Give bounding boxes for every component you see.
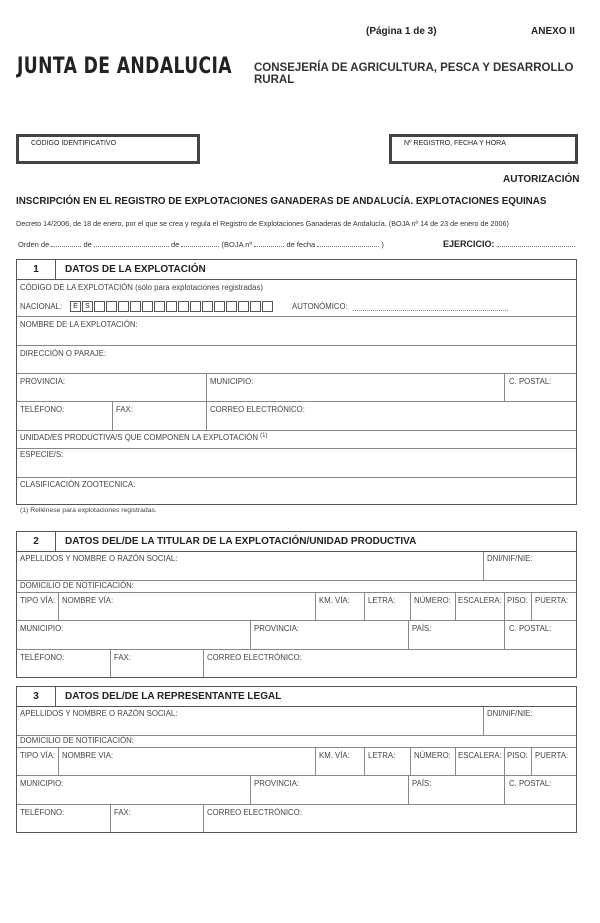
apellidos-row [17,552,576,581]
orden-line [18,238,384,249]
divider [483,707,484,735]
divider [58,592,59,620]
apellidos-label: APELLIDOS Y NOMBRE O RAZÓN SOCIAL: [20,709,178,718]
divider [504,373,505,401]
unidades-label [20,433,268,442]
section-3-header [17,687,576,707]
tipovia-label: TIPO VÍA: [20,596,56,605]
telefono-row [17,401,576,431]
nombrevia-label: NOMBRE VIA: [62,751,114,760]
section-1-number: 1 [17,260,56,279]
code-cell[interactable] [226,301,237,312]
divider [408,620,409,649]
section-3-representante [16,686,577,833]
orden-fecha-field[interactable] [317,238,379,247]
letra-label: LETRA: [368,596,396,605]
correo-label: CORREO ELECTRÓNICO: [210,405,305,414]
dni-label: DNI/NIF/NIE: [487,709,533,718]
divider [410,747,411,775]
form-title: INSCRIPCIÓN EN EL REGISTRO DE EXPLOTACIONES GANADERAS DE ANDALUCÍA. EXPLOTACIONES EQUINAS [16,196,547,207]
via-row [17,747,576,776]
telefono-label: TELÉFONO: [20,653,65,662]
nacional-label: NACIONAL: [20,302,63,311]
piso-label: PISO: [507,751,528,760]
code-cell[interactable] [202,301,213,312]
autonomico-label: AUTONÓMICO: [292,302,348,311]
autonomico-field[interactable] [353,302,508,311]
anexo-label: ANEXO II [531,26,575,37]
divider [455,747,456,775]
divider [504,592,505,620]
domicilio-label: DOMICILIO DE NOTIFICACIÓN: [20,736,134,745]
section-2-header [17,532,576,552]
numero-label: NÚMERO: [414,751,451,760]
section-1-explotacion [16,259,577,505]
provincia-label: PROVINCIA: [254,624,300,633]
code-cell[interactable] [190,301,201,312]
direccion-label: DIRECCIÓN O PARAJE: [20,349,107,358]
especie-label: ESPECIE/S: [20,450,64,459]
codigo-identificativo-box[interactable] [16,134,200,164]
orden-year-field[interactable] [181,238,219,247]
fax-label: FAX: [114,808,131,817]
codigo-row [17,280,576,317]
clasificacion-row[interactable] [17,477,576,505]
autorizacion-label: AUTORIZACIÓN [503,174,580,185]
domicilio-label: DOMICILIO DE NOTIFICACIÓN: [20,581,134,590]
code-cell[interactable] [250,301,261,312]
code-cell[interactable] [154,301,165,312]
code-cell[interactable] [142,301,153,312]
divider [504,775,505,804]
municipio-row [17,620,576,650]
code-cell[interactable] [106,301,117,312]
nombrevia-label: NOMBRE VÍA: [62,596,114,605]
code-cell[interactable]: S [82,301,93,312]
ejercicio-line [443,238,575,249]
divider [58,747,59,775]
tipovia-label: TIPO VÍA: [20,751,56,760]
orden-de-label: Orden de [18,240,50,249]
section-2-title: DATOS DEL/DE LA TITULAR DE LA EXPLOTACIÓN/UNIDAD PRODUCTIVA [65,536,417,547]
divider [504,620,505,649]
divider [250,620,251,649]
municipio-row [17,775,576,805]
code-cell[interactable]: E [70,301,81,312]
telefono-label: TELÉFONO: [20,808,65,817]
divider [110,649,111,677]
ejercicio-label: EJERCICIO: [443,239,495,249]
footnote: (1) Rellénese para explotaciones registradas. [20,507,157,514]
divider [112,401,113,430]
divider [504,747,505,775]
municipio-label: MUNICIPIO: [20,779,64,788]
unidades-row [17,430,576,449]
section-3-number: 3 [17,687,56,706]
divider [315,592,316,620]
numero-label: NÚMERO: [414,596,451,605]
km-label: KM. VÍA: [319,596,350,605]
escalera-label: ESCALERA: [458,751,502,760]
provincia-label: PROVINCIA: [254,779,300,788]
registro-label: Nº REGISTRO, FECHA Y HORA [404,140,506,147]
puerta-label: PUERTA: [535,596,569,605]
orden-month-field[interactable] [94,238,169,247]
code-cell[interactable] [178,301,189,312]
divider [408,775,409,804]
divider [315,747,316,775]
puerta-label: PUERTA: [535,751,569,760]
nombre-explotacion-label: NOMBRE DE LA EXPLOTACIÓN: [20,320,138,329]
divider [410,592,411,620]
divider [203,804,204,832]
page-indicator: (Página 1 de 3) [366,26,437,37]
unidades-footnote-ref: (1) [260,433,268,439]
dni-label: DNI/NIF/NIE: [487,554,533,563]
unidades-text: UNIDAD/ES PRODUCTIVA/S QUE COMPONEN LA EXPLOTACIÓN [20,433,258,442]
especie-row[interactable] [17,448,576,478]
telefono-label: TELÉFONO: [20,405,65,414]
via-row [17,592,576,621]
divider [203,649,204,677]
code-cell[interactable] [130,301,141,312]
code-cell[interactable] [94,301,105,312]
code-cell[interactable] [214,301,225,312]
pais-label: PAÍS: [412,779,432,788]
pais-label: PAÍS: [412,624,432,633]
provincia-row [17,373,576,402]
divider [483,552,484,580]
municipio-label: MUNICIPIO: [210,377,254,386]
cpostal-label: C. POSTAL: [509,377,552,386]
section-3-title: DATOS DEL/DE LA REPRESENTANTE LEGAL [65,691,282,702]
direccion-row[interactable] [17,345,576,374]
divider [206,373,207,401]
telefono-row [17,804,576,832]
telefono-row [17,649,576,677]
divider [364,747,365,775]
clasificacion-label: CLASIFICACIÓN ZOOTECNICA: [20,480,136,489]
letra-label: LETRA: [368,751,396,760]
divider [531,747,532,775]
divider [364,592,365,620]
codigo-identificativo-label: CÓDIGO IDENTIFICATIVO [31,140,117,147]
divider [250,775,251,804]
provincia-label: PROVINCIA: [20,377,66,386]
divider [206,401,207,430]
km-label: KM. VÍA: [319,751,350,760]
apellidos-label: APELLIDOS Y NOMBRE O RAZÓN SOCIAL: [20,554,178,563]
ejercicio-field[interactable] [497,238,575,247]
correo-label: CORREO ELECTRÓNICO: [207,808,302,817]
apellidos-row [17,707,576,736]
divider [531,592,532,620]
section-2-number: 2 [17,532,56,551]
code-cell[interactable] [238,301,249,312]
codigo-explotacion-label: CÓDIGO DE LA EXPLOTACIÓN (sólo para explotaciones registradas) [20,283,263,292]
municipio-label: MUNICIPIO: [20,624,64,633]
section-2-titular [16,531,577,678]
cpostal-label: C. POSTAL: [509,624,552,633]
code-cell[interactable] [262,301,273,312]
divider [455,592,456,620]
orden-close: ) [381,240,384,249]
nombre-row[interactable] [17,316,576,346]
divider [110,804,111,832]
junta-logo: JUNTA DE ANDALUCIA [17,54,232,79]
code-cell[interactable] [166,301,177,312]
piso-label: PISO: [507,596,528,605]
section-1-header [17,260,576,280]
registro-box[interactable] [389,134,578,164]
orden-number-field[interactable] [51,238,81,247]
orden-fecha-label: de fecha [286,240,316,249]
decreto-text: Decreto 14/2006, de 18 de enero, por el que se crea y regula el Registro de Explotaciones Ganaderas de Andalucía. (BOJA nº 14 de 23 de enero de 2006) [16,219,509,228]
orden-de2-label: de [171,240,180,249]
orden-boja-label: (BOJA nº [221,240,253,249]
code-cell[interactable] [118,301,129,312]
consejeria-title: CONSEJERÍA DE AGRICULTURA, PESCA Y DESARROLLO RURAL [254,62,574,86]
cpostal-label: C. POSTAL: [509,779,552,788]
correo-label: CORREO ELECTRÓNICO: [207,653,302,662]
orden-de1-label: de [83,240,92,249]
fax-label: FAX: [114,653,131,662]
fax-label: FAX: [116,405,133,414]
orden-boja-field[interactable] [254,238,284,247]
escalera-label: ESCALERA: [458,596,502,605]
section-1-title: DATOS DE LA EXPLOTACIÓN [65,264,206,275]
